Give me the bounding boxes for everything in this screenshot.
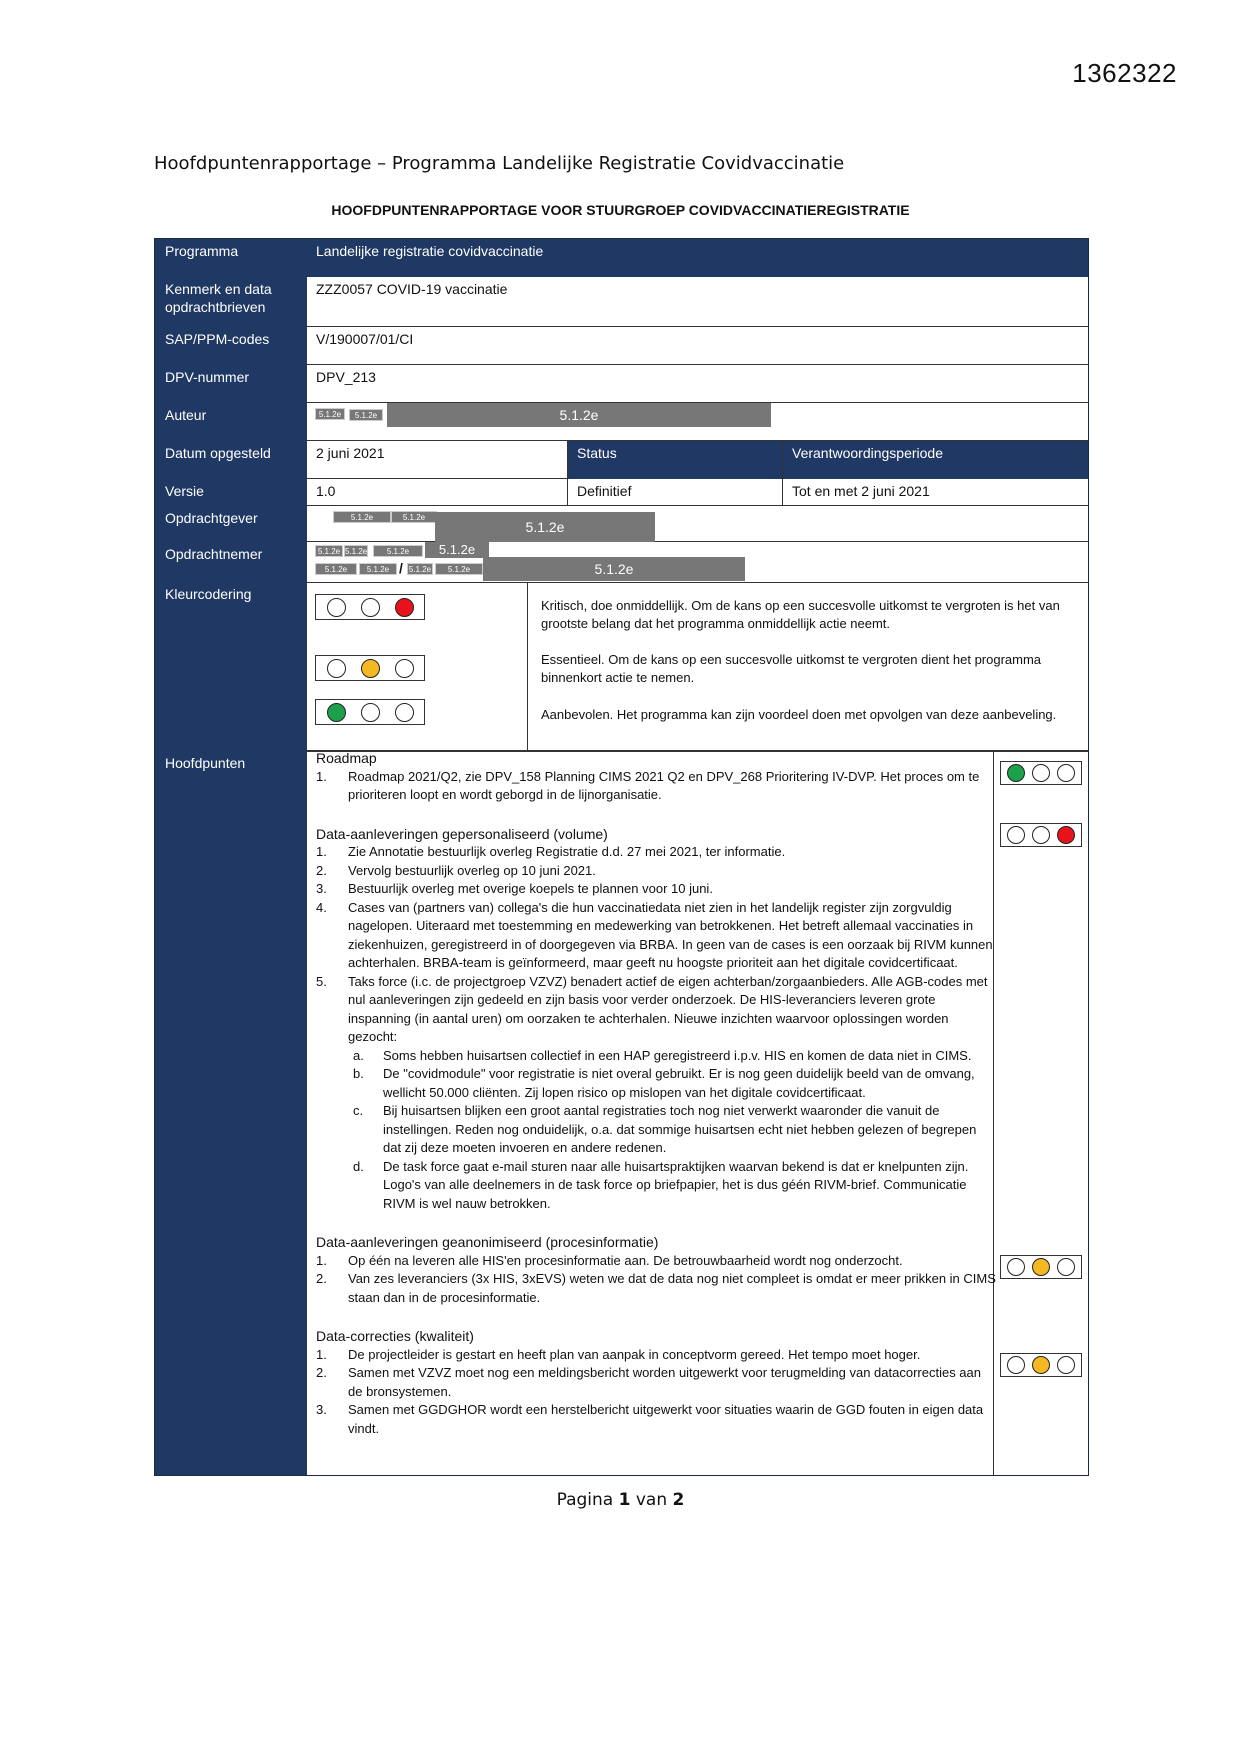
footer-prefix: Pagina	[556, 1490, 619, 1510]
section-data-correcties	[316, 1327, 998, 1438]
section-title: Roadmap	[316, 750, 377, 766]
item-number: 1.	[316, 768, 327, 784]
lamp-red-icon	[1057, 826, 1075, 844]
value-datum: 2 juni 2021	[307, 441, 567, 479]
value-opdrachtnemer	[307, 542, 1088, 582]
lamp-green-icon	[327, 703, 346, 722]
section-title: Data-aanleveringen geanonimiseerd (procesinformatie)	[316, 1234, 659, 1250]
item-number: 2.	[316, 862, 327, 878]
item-text: De projectleider is gestart en heeft plan van aanpak in conceptvorm gereed. Het tempo moet hoger.	[348, 1346, 921, 1362]
item-text: Vervolg bestuurlijk overleg op 10 juni 2021.	[348, 862, 596, 878]
item-number: 3.	[316, 881, 327, 896]
lamp-off-icon	[1007, 1356, 1025, 1374]
lamp-red-icon	[395, 598, 414, 617]
list-item	[316, 899, 998, 973]
value-opdrachtgever	[307, 506, 1088, 542]
list-item	[316, 843, 998, 862]
list-item	[316, 768, 998, 805]
traffic-light-roadmap	[1000, 761, 1082, 785]
lamp-off-icon	[1057, 1258, 1075, 1276]
lamp-green-icon	[1007, 764, 1025, 782]
redaction: 5.1.2e	[435, 512, 655, 542]
item-text: Samen met GGDGHOR wordt een herstelbericht uitgewerkt voor situaties waarin de GGD fouten in eigen data vindt.	[348, 1402, 984, 1436]
redaction-separator: /	[399, 560, 403, 576]
lamp-yellow-icon	[361, 659, 380, 678]
list-item	[316, 1401, 998, 1438]
list-item	[316, 1364, 998, 1401]
list-item	[316, 1270, 998, 1307]
item-letter: a.	[353, 1047, 364, 1063]
redaction: 5.1.2e	[349, 409, 383, 421]
lamp-off-icon	[395, 659, 414, 678]
redaction: 5.1.2e	[315, 563, 357, 575]
footer-page-total: 2	[672, 1490, 685, 1510]
traffic-light-gepersonaliseerd	[1000, 823, 1082, 847]
label-versie: Versie	[155, 479, 307, 506]
item-letter: b.	[353, 1066, 364, 1081]
value-versie: 1.0	[307, 479, 567, 506]
lamp-off-icon	[1007, 826, 1025, 844]
label-kleurcodering: Kleurcodering	[155, 582, 307, 751]
lamp-off-icon	[1057, 1356, 1075, 1374]
item-number: 1.	[316, 844, 327, 859]
item-number: 2.	[316, 1365, 327, 1380]
label-dpv: DPV-nummer	[155, 365, 307, 403]
value-dpv: DPV_213	[307, 365, 1088, 403]
page-footer	[0, 1490, 1241, 1510]
list-item	[316, 880, 998, 899]
redaction: 5.1.2e	[315, 545, 343, 557]
report-table	[154, 238, 1089, 1476]
item-text: Van zes leveranciers (3x HIS, 3xEVS) weten we dat de data nog niet compleet is omdat er meer prikken in CIMS staan dan in de procesinformatie.	[348, 1271, 996, 1305]
document-title: Hoofdpuntenrapportage – Programma Landelijke Registratie Covidvaccinatie	[154, 153, 845, 174]
item-letter: d.	[353, 1158, 364, 1174]
lamp-off-icon	[1032, 826, 1050, 844]
list-item	[316, 862, 998, 881]
traffic-light-legend-red	[315, 594, 425, 620]
label-hoofdpunten: Hoofdpunten	[155, 751, 307, 1475]
item-text: Cases van (partners van) collega's die hun vaccinatiedata niet zien in het landelijk register zijn zorgvuldig nagelopen. Uiteraard met toestemming en medewerking van betrokkenen. Het betreft allemaal vaccinaties in ziekenhuizen, geregistreerd in of doorgegeven via BRBA. In geen van de cases is een oorzaak bij RIVM kunnen achterhalen. BRBA-team is geïnformeerd, maar geeft nu hoogste prioriteit aan het digitale covidcertificaat.	[348, 899, 993, 970]
label-kenmerk: Kenmerk en data opdrachtbrieven	[155, 277, 307, 327]
lamp-off-icon	[361, 598, 380, 617]
value-kenmerk: ZZZ0057 COVID-19 vaccinatie	[307, 277, 1088, 327]
sub-list-item	[349, 1047, 998, 1066]
value-auteur	[307, 403, 1088, 441]
item-number: 3.	[316, 1402, 327, 1417]
item-text: Op één na leveren alle HIS'en procesinformatie aan. De betrouwbaarheid wordt nog onderzocht.	[348, 1252, 903, 1268]
item-number: 2.	[316, 1271, 327, 1286]
label-opdrachtgever: Opdrachtgever	[155, 506, 307, 542]
redaction: 5.1.2e	[387, 403, 771, 427]
label-auteur: Auteur	[155, 403, 307, 441]
lamp-off-icon	[327, 598, 346, 617]
lamp-off-icon	[395, 703, 414, 722]
lamp-off-icon	[327, 659, 346, 678]
traffic-light-legend-yellow	[315, 655, 425, 681]
section-geanonimiseerd	[316, 1233, 998, 1307]
item-text: Bestuurlijk overleg met overige koepels te plannen voor 10 juni.	[348, 881, 713, 896]
label-sap: SAP/PPM-codes	[155, 327, 307, 365]
redaction: 5.1.2e	[373, 545, 423, 557]
kleurcodering-red-text: Kritisch, doe onmiddellijk. Om de kans op een succesvolle uitkomst te vergroten is het van grootste belang dat het programma onmiddellijk actie neemt.	[541, 598, 1060, 631]
item-text: Taks force (i.c. de projectgroep VZVZ) benadert actief de eigen achterban/zorgaanbieders. Alle AGB-codes met nul aanleveringen zijn gedeeld en zijn basis voor verder onderzoek. De HIS-leveranciers leveren grote inspanning (in aantal uren) om oorzaken te achterhalen. Nieuwe inzichten waarvoor oplossingen worden gezocht:	[348, 973, 988, 1044]
item-text: Zie Annotatie bestuurlijk overleg Registratie d.d. 27 mei 2021, ter informatie.	[348, 844, 786, 859]
report-heading: HOOFDPUNTENRAPPORTAGE VOOR STUURGROEP COVIDVACCINATIEREGISTRATIE	[331, 202, 910, 218]
traffic-light-legend-green	[315, 699, 425, 725]
sub-list-item	[349, 1102, 998, 1158]
value-periode: Tot en met 2 juni 2021	[782, 479, 1088, 506]
list-item	[316, 1346, 998, 1365]
redaction: 5.1.2e	[345, 547, 368, 556]
lamp-off-icon	[1032, 764, 1050, 782]
redaction: 5.1.2e	[408, 565, 432, 574]
label-datum: Datum opgesteld	[155, 441, 307, 479]
value-programma: Landelijke registratie covidvaccinatie	[307, 239, 1088, 277]
redaction: 5.1.2e	[391, 511, 437, 523]
kleurcodering-green-text: Aanbevolen. Het programma kan zijn voordeel doen met opvolgen van deze aanbeveling.	[541, 707, 1057, 722]
footer-mid: van	[630, 1490, 673, 1510]
redaction: 5.1.2e	[315, 408, 345, 420]
redaction: 5.1.2e	[333, 511, 391, 523]
item-letter: c.	[353, 1103, 364, 1118]
section-title: Data-aanleveringen gepersonaliseerd (volume)	[316, 825, 608, 842]
document-id: 1362322	[1072, 58, 1177, 88]
sub-list	[349, 1047, 998, 1214]
label-status: Status	[567, 441, 782, 479]
lamp-off-icon	[1007, 1258, 1025, 1276]
section-title: Data-correcties (kwaliteit)	[316, 1328, 474, 1344]
item-number: 1.	[316, 1346, 327, 1362]
item-text: De task force gaat e-mail sturen naar alle huisartspraktijken waarvan bekend is dat er knelpunten zijn. Logo's van alle deelnemers in de task force op briefpapier, het is dus géén RIVM-brief. Communicatie RIVM is wel nauw betrokken.	[383, 1158, 969, 1211]
footer-page-number: 1	[618, 1490, 631, 1510]
label-programma: Programma	[155, 239, 307, 277]
value-sap: V/190007/01/CI	[307, 327, 1088, 365]
traffic-light-geanonimiseerd	[1000, 1255, 1082, 1279]
traffic-light-data-correcties	[1000, 1353, 1082, 1377]
value-status: Definitief	[567, 479, 782, 506]
item-number: 4.	[316, 899, 327, 915]
item-text: Samen met VZVZ moet nog een meldingsbericht worden uitgewerkt voor terugmelding van datacorrecties aan de bronsystemen.	[348, 1365, 981, 1399]
redaction: 5.1.2e	[483, 557, 745, 581]
lamp-off-icon	[1057, 764, 1075, 782]
list-item	[316, 973, 998, 1047]
item-text: Roadmap 2021/Q2, zie DPV_158 Planning CIMS 2021 Q2 en DPV_268 Prioritering IV-DVP. Het proces om te prioriteren loopt en wordt geborgd in de lijnorganisatie.	[348, 768, 980, 802]
list-item	[316, 1252, 998, 1271]
item-number: 5.	[316, 973, 327, 989]
item-number: 1.	[316, 1252, 327, 1268]
hoofdpunten-content	[316, 749, 998, 1458]
section-roadmap	[316, 749, 998, 805]
section-gepersonaliseerd	[316, 825, 998, 1214]
lamp-off-icon	[361, 703, 380, 722]
item-text: Bij huisartsen blijken een groot aantal registraties toch nog niet verwerkt waaronder die vanuit de instellingen. Reden nog onduidelijk, o.a. dat sommige huisartsen echt niet hebben gelezen of begrepen dat zij deze moeten invoeren en andere redenen.	[383, 1103, 977, 1155]
lamp-yellow-icon	[1032, 1258, 1050, 1276]
label-periode: Verantwoordingsperiode	[782, 441, 1088, 479]
item-text: De "covidmodule" voor registratie is niet overal gebruikt. Er is nog geen duidelijk beeld van de omvang, wellicht 50.000 cliënten. Zij lopen risico op mislopen van het digitale covidcertificaat.	[383, 1066, 975, 1100]
redaction: 5.1.2e	[359, 563, 397, 575]
redaction: 5.1.2e	[425, 542, 489, 558]
redaction: 5.1.2e	[435, 563, 483, 575]
lamp-yellow-icon	[1032, 1356, 1050, 1374]
kleurcodering-yellow-text: Essentieel. Om de kans op een succesvolle uitkomst te vergroten dient het programma binnenkort actie te nemen.	[541, 652, 1042, 685]
label-opdrachtnemer: Opdrachtnemer	[155, 542, 307, 582]
kleurcodering-divider	[527, 582, 528, 751]
item-text: Soms hebben huisartsen collectief in een HAP geregistreerd i.p.v. HIS en komen de data niet in CIMS.	[383, 1047, 972, 1063]
sub-list-item	[349, 1158, 998, 1214]
sub-list-item	[349, 1065, 998, 1102]
